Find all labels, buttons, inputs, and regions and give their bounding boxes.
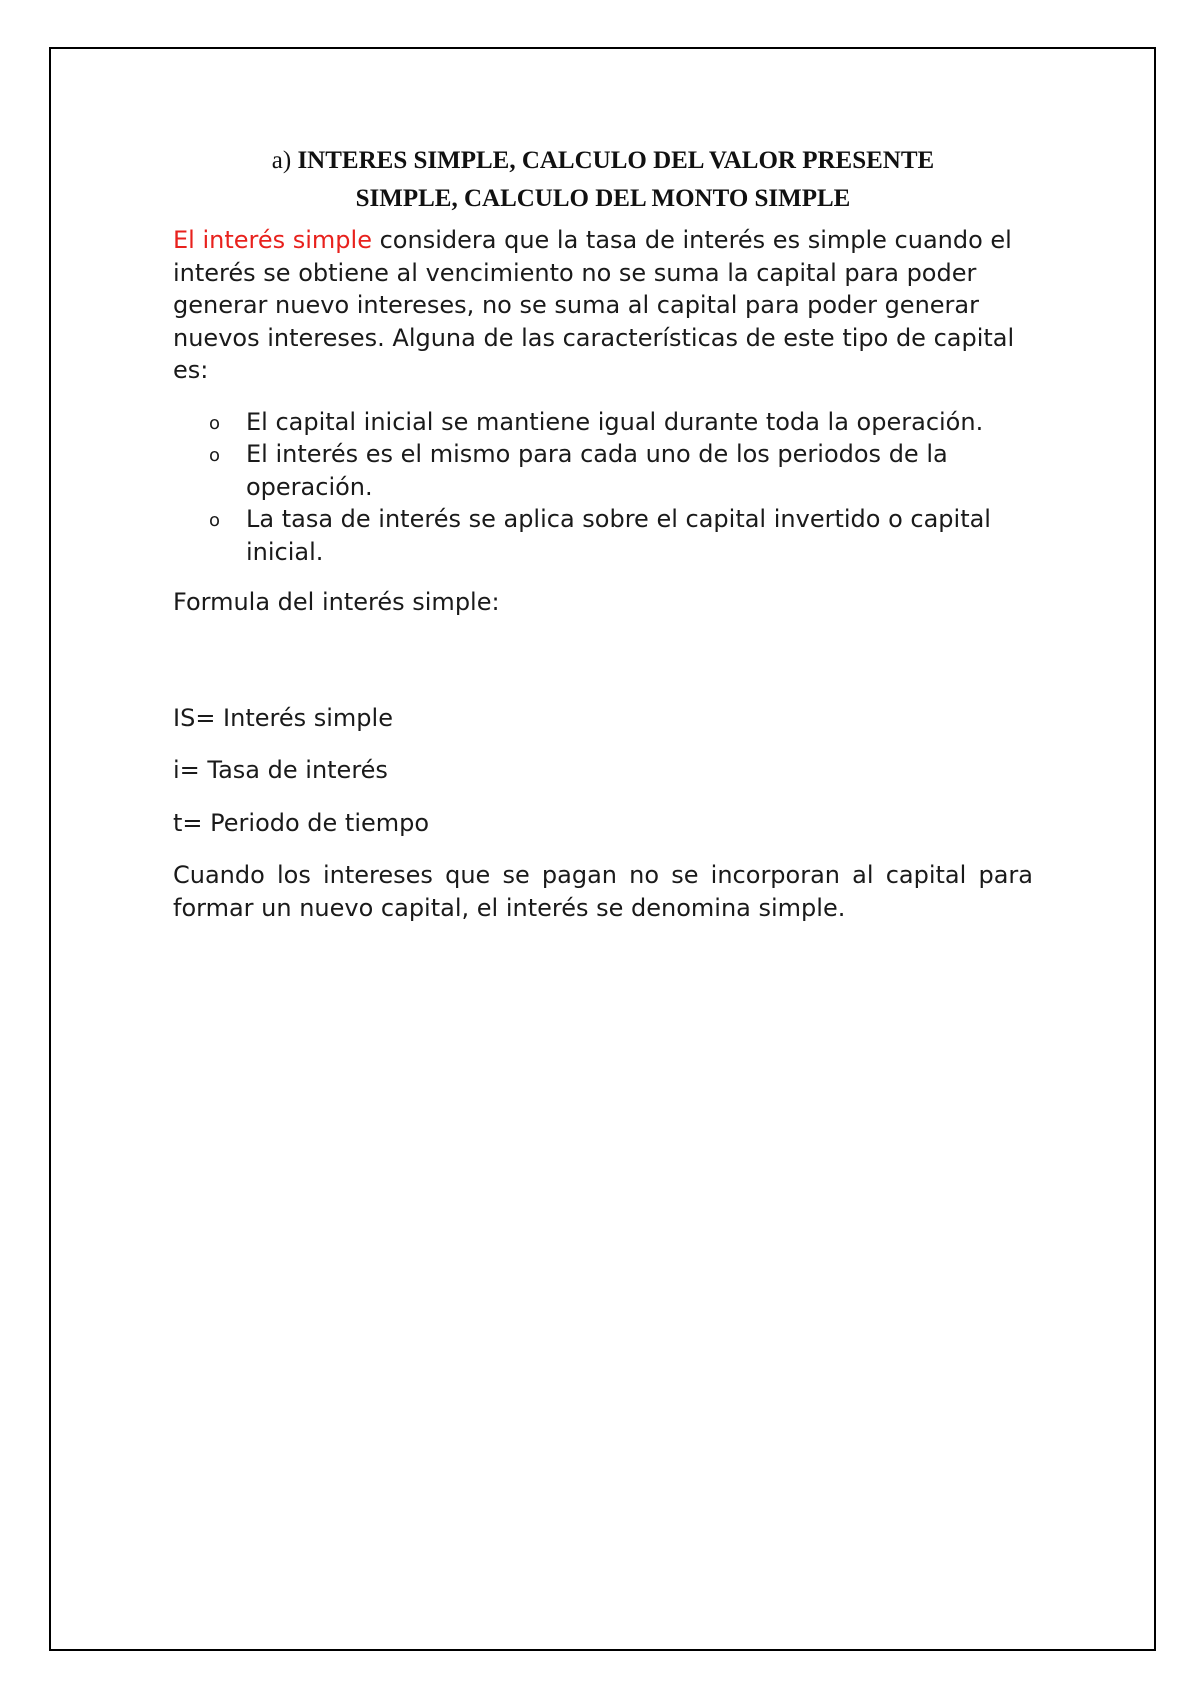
title-prefix: a) [271, 147, 292, 174]
definition-i: i= Tasa de interés [173, 756, 388, 784]
bullet-circle-icon: o [209, 412, 221, 434]
intro-paragraph [173, 224, 1033, 387]
list-item [173, 438, 1033, 503]
list-item-text: La tasa de interés se aplica sobre el capital invertido o capital inicial. [246, 505, 991, 566]
title-line-2: SIMPLE, CALCULO DEL MONTO SIMPLE [355, 185, 851, 212]
list-item-text: El capital inicial se mantiene igual durante toda la operación. [246, 407, 984, 436]
characteristics-list [173, 406, 1033, 569]
formula-space [173, 638, 1033, 702]
document-title [173, 142, 1033, 218]
intro-highlight: El interés simple [173, 226, 372, 254]
title-line-1: INTERES SIMPLE, CALCULO DEL VALOR PRESENTE [297, 147, 935, 174]
intro-text: considera que la tasa de interés es simple cuando el interés se obtiene al vencimiento no se suma la capital para poder generar nuevo intereses, no se suma al capital para poder generar nuevos intereses. Alguna de las características de este tipo de capital es: [173, 226, 1015, 384]
formula-label: Formula del interés simple: [173, 588, 500, 616]
closing-paragraph: Cuando los intereses que se pagan no se incorporan al capital para formar un nuevo capital, el interés se denomina simple. [173, 861, 1033, 922]
bullet-circle-icon: o [209, 445, 221, 466]
list-item [173, 503, 1033, 568]
definition-is: IS= Interés simple [173, 703, 393, 732]
bullet-circle-icon: o [209, 510, 221, 531]
list-item-text: El interés es el mismo para cada uno de los periodos de la operación. [246, 440, 948, 501]
list-item [173, 406, 1033, 439]
document-body [173, 142, 1033, 943]
definition-t: t= Periodo de tiempo [173, 808, 430, 837]
